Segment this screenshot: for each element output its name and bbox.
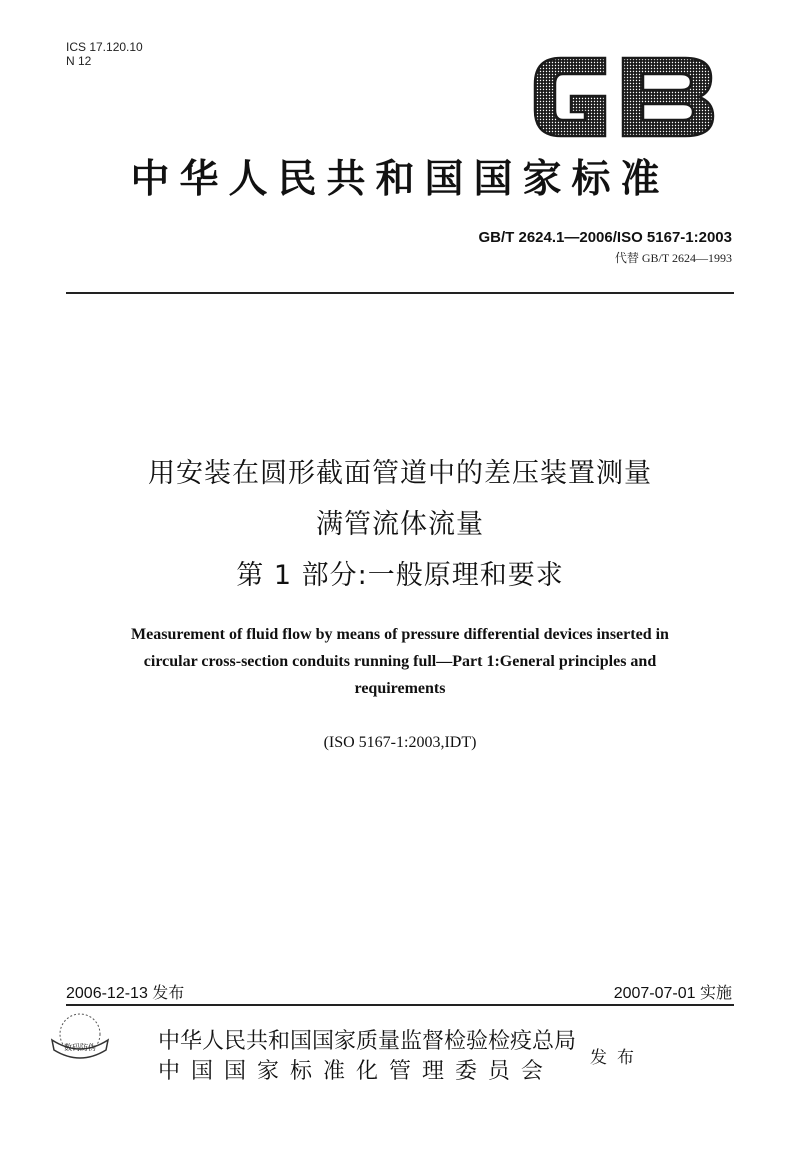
issue-date: 2006-12-13 发布: [66, 985, 185, 1002]
stamp-text: 数码防伪: [64, 1043, 96, 1052]
implementation-date: 2007-07-01 实施: [613, 985, 732, 1002]
adoption-note: (ISO 5167-1:2003,IDT): [323, 734, 477, 751]
issuer-line1: 中华人民共和国国家质量监督检验检疫总局: [158, 1029, 577, 1054]
en-title-line1: Measurement of fluid flow by means of pressure differential devices inserted in: [131, 626, 669, 643]
national-standard-title: 中华人民共和国国家标准: [130, 156, 670, 202]
cn-title-line3: 第 1 部分:一般原理和要求: [236, 560, 564, 591]
issuer-line2: 中 国 国 家 标 准 化 管 理 委 员 会: [158, 1059, 545, 1084]
en-title-line3: requirements: [354, 680, 446, 697]
ccs-code: N 12: [66, 54, 92, 68]
en-title: [60, 621, 740, 702]
date-divider: [66, 1004, 734, 1006]
anti-counterfeit-stamp: [40, 1010, 120, 1066]
standard-number: GB/T 2624.1—2006/ISO 5167-1:2003: [478, 229, 732, 246]
cn-title-line2: 满管流体流量: [316, 509, 484, 540]
issue-label: 发布: [590, 1048, 644, 1068]
en-title-line2: circular cross-section conduits running full—Part 1:General principles and: [143, 653, 657, 670]
gb-logo: [527, 52, 719, 142]
header-divider: [66, 292, 734, 294]
ics-code: ICS 17.120.10: [66, 40, 143, 54]
cn-title-line1: 用安装在圆形截面管道中的差压装置测量: [148, 458, 652, 489]
replaces-note: 代替 GB/T 2624—1993: [614, 251, 732, 265]
